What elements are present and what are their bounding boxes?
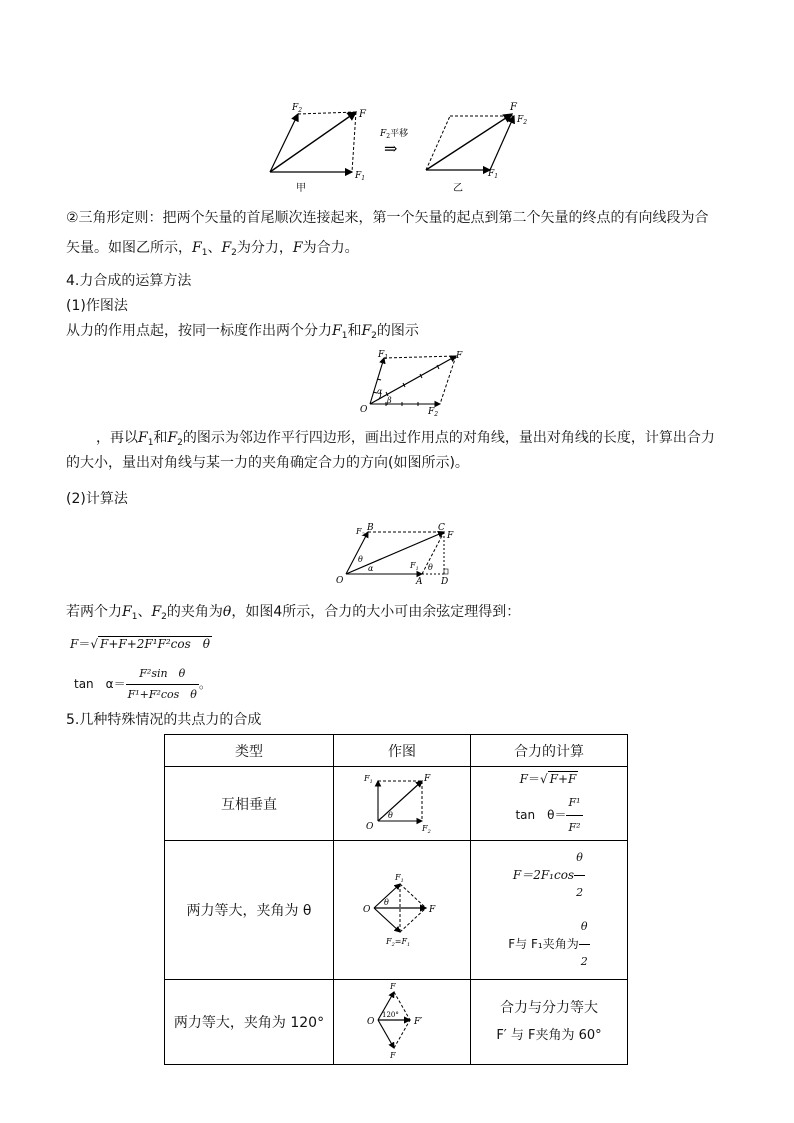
formula-resultant: F＝√ F+F+2F¹F²cos θ: [70, 637, 210, 651]
graphic-method-para3: 的大小，量出对角线与某一力的夹角确定合力的方向(如图所示)。: [66, 455, 469, 471]
triangle-rule-line2: 矢量。如图乙所示，$F_1$、$F_2$为分力，F为合力。: [66, 240, 359, 258]
subsection-graphic-method: (1)作图法: [66, 298, 128, 314]
fig2-label-f1: $F_1$: [410, 561, 419, 572]
rhombus-120-figure: [360, 980, 444, 1060]
fig2-label-f2: $F_2$: [356, 527, 365, 538]
perp-calc-line1: F＝√ F+F: [519, 772, 577, 786]
fig-label-f: F: [456, 351, 463, 361]
r120-calc-line1: 合力与分力等大: [500, 1000, 598, 1016]
table-header-type: 类型: [165, 735, 334, 767]
rh-label-f: F: [429, 905, 436, 915]
caption-jia: 甲: [296, 183, 306, 194]
table-header-calc: 合力的计算: [471, 735, 628, 767]
fig2-label-d: D: [441, 577, 449, 586]
fig-label-alpha: α: [377, 387, 383, 396]
row-calc-equal-120: [471, 980, 628, 1065]
row-calc-perpendicular: [471, 767, 628, 841]
section4-heading: 4.力合成的运算方法: [66, 273, 192, 289]
rh-label-f1: $F_1$: [395, 873, 404, 884]
row-type-equal-theta: 两力等大，夹角为 θ: [165, 841, 334, 980]
perp-label-f: F: [424, 773, 431, 784]
fig-label-f1: $F_1$: [378, 350, 389, 361]
calc-method-para: 若两个力$F_1$、$F_2$的夹角为θ，如图4所示，合力的大小可由余弦定理得到：: [66, 604, 521, 622]
implies-arrow: ⇒: [384, 139, 398, 158]
row-figure-equal-theta: [334, 841, 471, 980]
fig2-label-o: O: [336, 576, 344, 586]
perp-label-o: O: [366, 821, 374, 832]
r120-label-f-prime: F′: [414, 1017, 423, 1027]
special-cases-table: [164, 734, 628, 1065]
parallelogram-figures: [260, 98, 540, 194]
rh-label-f2: $F_2=F_1$: [386, 937, 411, 948]
r120-label-angle: 120°: [382, 1011, 399, 1019]
rh-calc-line2: F与 F₁夹角为 $\frac{\theta}{2}$: [471, 910, 627, 979]
label-f: F: [359, 109, 366, 120]
r120-calc-line2: F′ 与 F夹角为 60°: [496, 1028, 602, 1043]
label-f1-right: $F_1$: [488, 169, 499, 180]
subsection-calc-method: (2)计算法: [66, 491, 128, 507]
rh-label-theta: θ: [384, 898, 389, 907]
table-row: [165, 980, 628, 1065]
r120-label-f-top: F: [390, 982, 396, 991]
label-f-right: F: [510, 102, 517, 113]
fig2-label-c: C: [438, 523, 445, 533]
shift-label: $F_2$平移: [380, 129, 409, 140]
perp-calc-line2: tan θ＝ $\frac{\text{F¹}}{\text{F²}}$: [471, 791, 627, 840]
table-row: [165, 841, 628, 980]
row-figure-perpendicular: [334, 767, 471, 841]
row-type-perpendicular: 互相垂直: [165, 767, 334, 841]
section5-heading: 5.几种特殊情况的共点力的合成: [66, 712, 262, 728]
fig-label-beta: β: [387, 396, 392, 405]
fig2-label-a: A: [416, 577, 423, 586]
calc-method-figure: [332, 520, 462, 586]
graphic-method-para2: ，再以$F_1$和$F_2$的图示为邻边作平行四边形，画出过作用点的对角线，量出对角线的长度，计算出合力: [96, 430, 715, 448]
fig2-label-theta: θ: [358, 555, 363, 564]
row-calc-equal-theta: [471, 841, 628, 980]
fig2-label-alpha: α: [368, 564, 374, 573]
fig2-label-b: B: [367, 523, 374, 533]
label-f1: $F_1$: [355, 171, 366, 182]
perp-label-theta: θ: [388, 810, 393, 820]
perp-label-f1: $F_1$: [364, 773, 373, 785]
graphic-method-para: 从力的作用点起，按同一标度作出两个分力$F_1$和$F_2$的图示: [66, 323, 419, 341]
caption-yi: 乙: [453, 183, 463, 194]
r120-label-f-bottom: F: [390, 1051, 396, 1060]
table-header-figure: 作图: [334, 735, 471, 767]
rh-calc-line1: F＝2F₁cos $\frac{\theta}{2}$: [471, 841, 627, 910]
perpendicular-figure: [362, 771, 442, 833]
perp-label-f2: $F_2$: [422, 823, 431, 833]
formula-tan-alpha: tan α＝ $\frac{\text{F²sin θ}}{\text{F¹+F²cos θ}}$ 。: [74, 664, 211, 705]
fig2-label-theta2: θ: [428, 563, 433, 572]
triangle-rule-line1: ②三角形定则：把两个矢量的首尾顺次连接起来，第一个矢量的起点到第二个矢量的终点的有向线段为合: [66, 210, 709, 226]
fig-label-f2: $F_2$: [428, 407, 439, 416]
fig-label-o: O: [360, 405, 368, 415]
label-f2: $F_2$: [292, 103, 303, 114]
graphic-method-figure: [356, 346, 476, 416]
fig2-label-f: F: [447, 531, 454, 541]
rh-label-o: O: [363, 905, 371, 915]
r120-label-o: O: [367, 1017, 375, 1027]
row-figure-equal-120: [334, 980, 471, 1065]
label-f2-right: $F_2$: [517, 115, 528, 126]
table-row: [165, 767, 628, 841]
row-type-equal-120: 两力等大，夹角为 120°: [165, 980, 334, 1065]
rhombus-theta-figure: [360, 868, 444, 948]
